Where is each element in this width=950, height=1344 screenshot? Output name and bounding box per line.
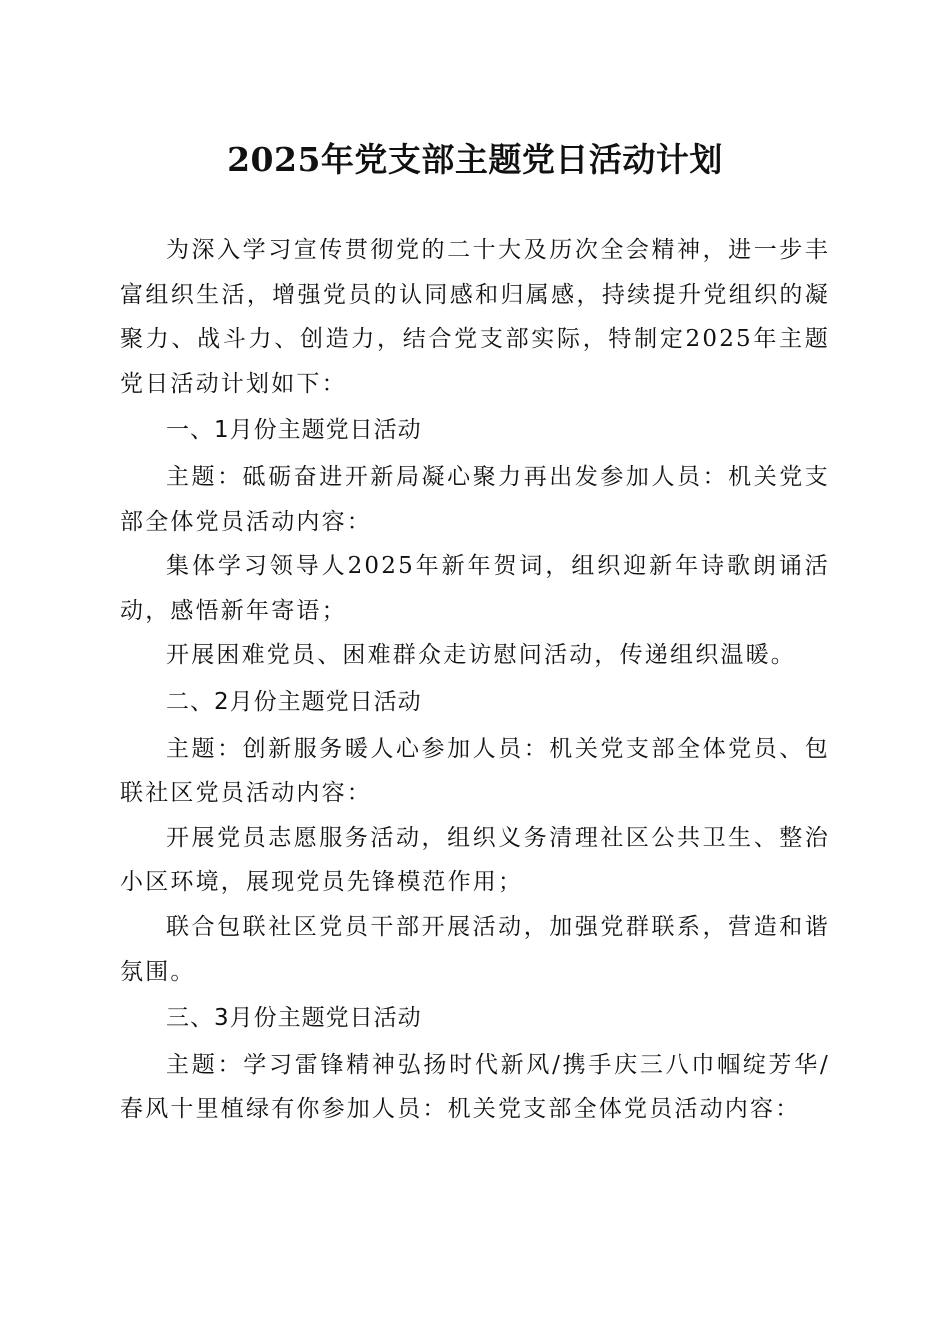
section-heading-march: 三、3月份主题党日活动 [166,1005,422,1032]
section-theme-march: 主题：学习雷锋精神弘扬时代新风/携手庆三八巾帼绽芳华/春风十里植绿有你参加人员：机关党支部全体党员活动内容： [120,1051,830,1123]
section-theme-january: 主题：砥砺奋进开新局凝心聚力再出发参加人员：机关党支部全体党员活动内容： [120,463,830,535]
intro-paragraph: 为深入学习宣传贯彻党的二十大及历次全会精神，进一步丰富组织生活，增强党员的认同感和归属感，持续提升党组织的凝聚力、战斗力、创造力，结合党支部实际，特制定2025年主题党日活动计划如下： [120,237,830,397]
document-title: 2025年党支部主题党日活动计划 [227,140,723,179]
activity-item: 开展困难党员、困难群众走访慰问活动，传递组织温暖。 [166,642,796,669]
activity-item: 集体学习领导人2025年新年贺词，组织迎新年诗歌朗诵活动，感悟新年寄语； [120,553,830,624]
activity-item: 开展党员志愿服务活动，组织义务清理社区公共卫生、整治小区环境，展现党员先锋模范作用； [120,824,830,896]
section-heading-january: 一、1月份主题党日活动 [166,417,422,444]
document-body [120,228,830,1132]
activity-item: 联合包联社区党员干部开展活动，加强党群联系，营造和谐氛围。 [120,913,830,985]
section-theme-february: 主题：创新服务暖人心参加人员：机关党支部全体党员、包联社区党员活动内容： [120,735,830,807]
section-heading-february: 二、2月份主题党日活动 [166,688,422,715]
